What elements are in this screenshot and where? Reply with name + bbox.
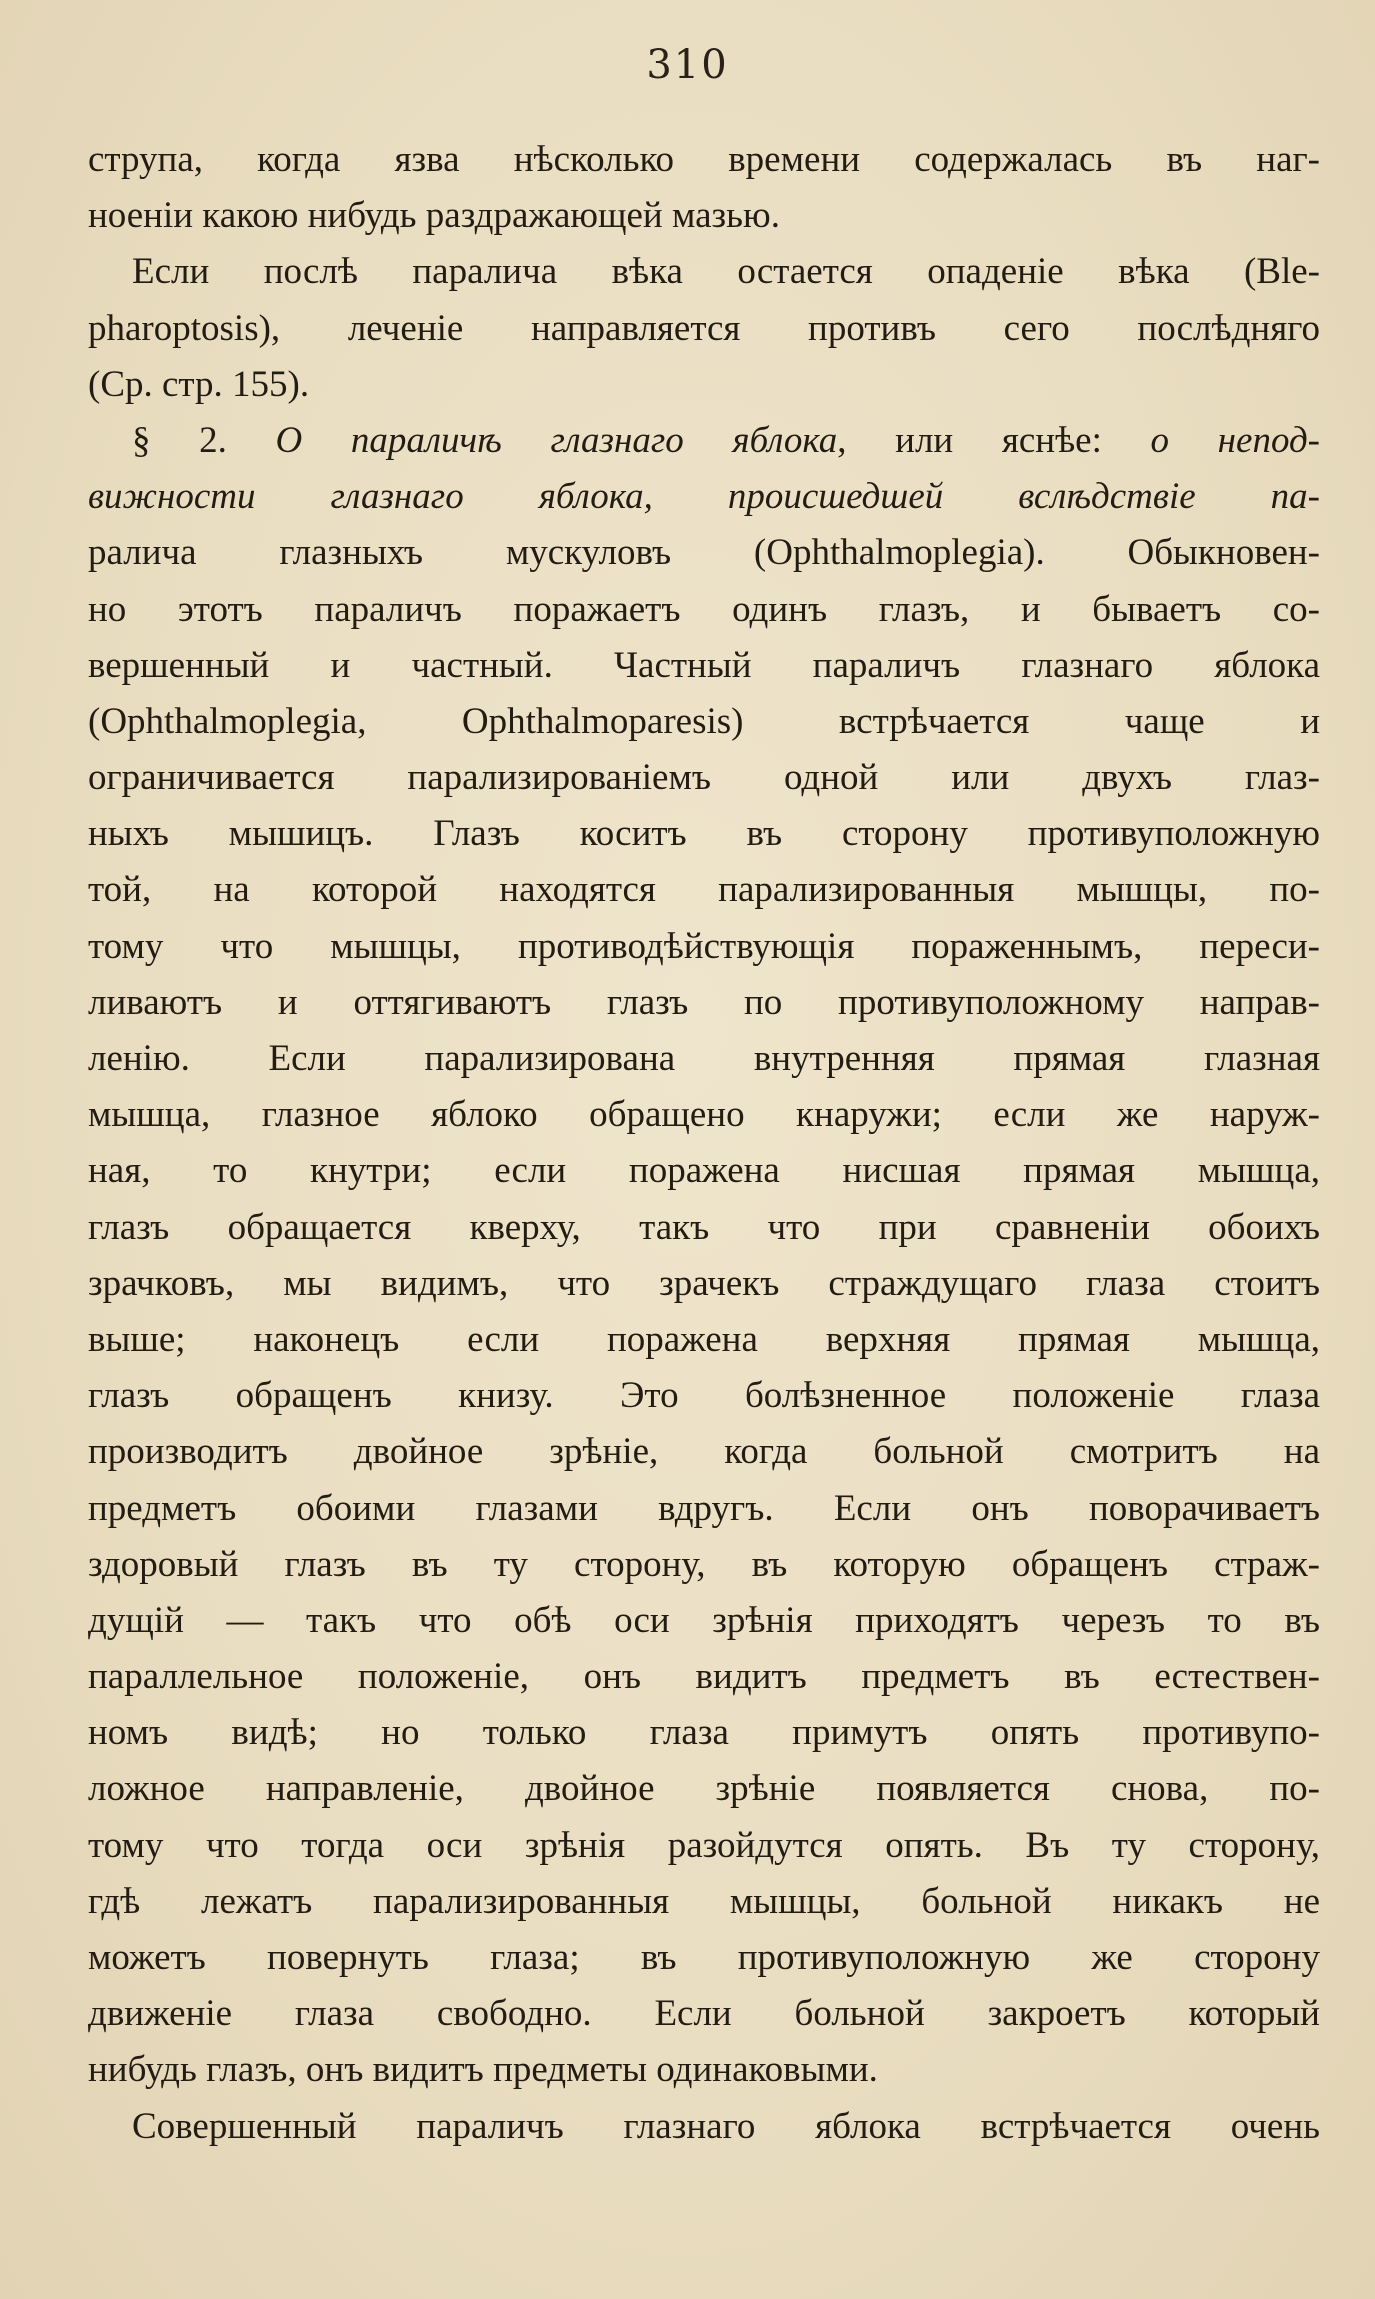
section-heading-line bbox=[88, 413, 1320, 469]
text-line: глазъ обращается кверху, такъ что при сравненiи обоихъ bbox=[88, 1206, 1320, 1248]
text-line: глазъ обращенъ книзу. Это болѣзненное положенiе глаза bbox=[88, 1375, 1320, 1417]
text-line: струпа, когда язва нѣсколько времени содержалась въ наг- bbox=[88, 139, 1320, 180]
text-line: гдѣ лежатъ парализированныя мышцы, больной никакъ не bbox=[88, 1880, 1320, 1922]
text-line: здоровый глазъ въ ту сторону, въ которую обращенъ страж- bbox=[88, 1543, 1320, 1585]
text-line: нибудь глазъ, онъ видитъ предметы одинаковыми. bbox=[88, 2049, 878, 2091]
text-line: движенiе глаза свободно. Если больной закроетъ который bbox=[88, 1993, 1320, 2035]
heading-fragment: § 2. bbox=[132, 419, 276, 461]
text-line: тому что тогда оси зрѣнiя разойдутся опять. Въ ту сторону, bbox=[88, 1824, 1320, 1866]
section-heading-text bbox=[132, 420, 1320, 461]
section-heading-italic: вижности глазнаго яблока, происшедшей вслѣдствiе па- bbox=[88, 476, 1320, 518]
page-number: 310 bbox=[646, 42, 729, 88]
section-2-paragraph bbox=[88, 413, 1320, 2099]
text-line: ноенiи какою нибудь раздражающей мазью. bbox=[88, 195, 780, 237]
text-line: Совершенный параличъ глазнаго яблока встрѣчается очень bbox=[132, 2105, 1320, 2147]
heading-fragment: , или яснѣе: bbox=[837, 419, 1151, 461]
text-line: но этотъ параличъ поражаетъ одинъ глазъ, и бываетъ со- bbox=[88, 588, 1320, 630]
text-line: можетъ повернуть глаза; въ противуположную же сторону bbox=[88, 1937, 1320, 1978]
text-line: параллельное положенiе, онъ видитъ предметъ въ естествен- bbox=[88, 1656, 1320, 1698]
text-line: дущiй — такъ что обѣ оси зрѣнiя приходятъ черезъ то въ bbox=[88, 1599, 1320, 1641]
text-line: (Ср. стр. 155). bbox=[88, 363, 310, 405]
text-line: производитъ двойное зрѣнiе, когда больной смотритъ на bbox=[88, 1431, 1320, 1473]
text-line: ленiю. Если парализирована внутренняя прямая глазная bbox=[88, 1038, 1320, 1079]
text-line: ная, то кнутри; если поражена нисшая прямая мышца, bbox=[88, 1150, 1320, 1192]
text-line: (Ophthalmoplegia, Ophthalmoparesis) встрѣчается чаще и bbox=[88, 700, 1320, 742]
text-line: вершенный и частный. Частный параличъ глазнаго яблока bbox=[88, 644, 1320, 686]
text-line: pharoptosis), леченiе направляется противъ сего послѣдняго bbox=[88, 307, 1320, 349]
text-line: Если послѣ паралича вѣка остается опаденiе вѣка (Ble- bbox=[132, 251, 1320, 293]
heading-italic-fragment: о непод- bbox=[1150, 419, 1320, 461]
text-line: ныхъ мышицъ. Глазъ коситъ въ сторону противуположную bbox=[88, 813, 1320, 855]
text-line: ограничивается парализированiемъ одной или двухъ глаз- bbox=[88, 757, 1320, 799]
paragraph-4 bbox=[88, 2099, 1320, 2155]
text-line: тому что мышцы, противодѣйствующiя пораженнымъ, переси- bbox=[88, 925, 1320, 967]
paragraph-1 bbox=[88, 132, 1320, 244]
paragraph-2 bbox=[88, 244, 1320, 413]
text-line: зрачковъ, мы видимъ, что зрачекъ страждущаго глаза стоитъ bbox=[88, 1262, 1320, 1304]
text-line: номъ видѣ; но только глаза примутъ опять противупо- bbox=[88, 1712, 1320, 1754]
body-text bbox=[88, 132, 1320, 2155]
text-line: предметъ обоими глазами вдругъ. Если онъ поворачиваетъ bbox=[88, 1487, 1320, 1529]
text-line: ложное направленiе, двойное зрѣнiе появляется снова, по- bbox=[88, 1768, 1320, 1810]
text-line: выше; наконецъ если поражена верхняя прямая мышца, bbox=[88, 1318, 1320, 1360]
text-line: той, на которой находятся парализированныя мышцы, по- bbox=[88, 869, 1320, 911]
text-line bbox=[88, 469, 1320, 525]
heading-italic-fragment: О параличѣ глазнаго яблока bbox=[275, 419, 838, 461]
text-line: ливаютъ и оттягиваютъ глазъ по противуположному направ- bbox=[88, 981, 1320, 1023]
text-line: ралича глазныхъ мускуловъ (Ophthalmoplegia). Обыкновен- bbox=[88, 532, 1320, 574]
text-line: мышца, глазное яблоко обращено кнаружи; если же наруж- bbox=[88, 1094, 1320, 1136]
